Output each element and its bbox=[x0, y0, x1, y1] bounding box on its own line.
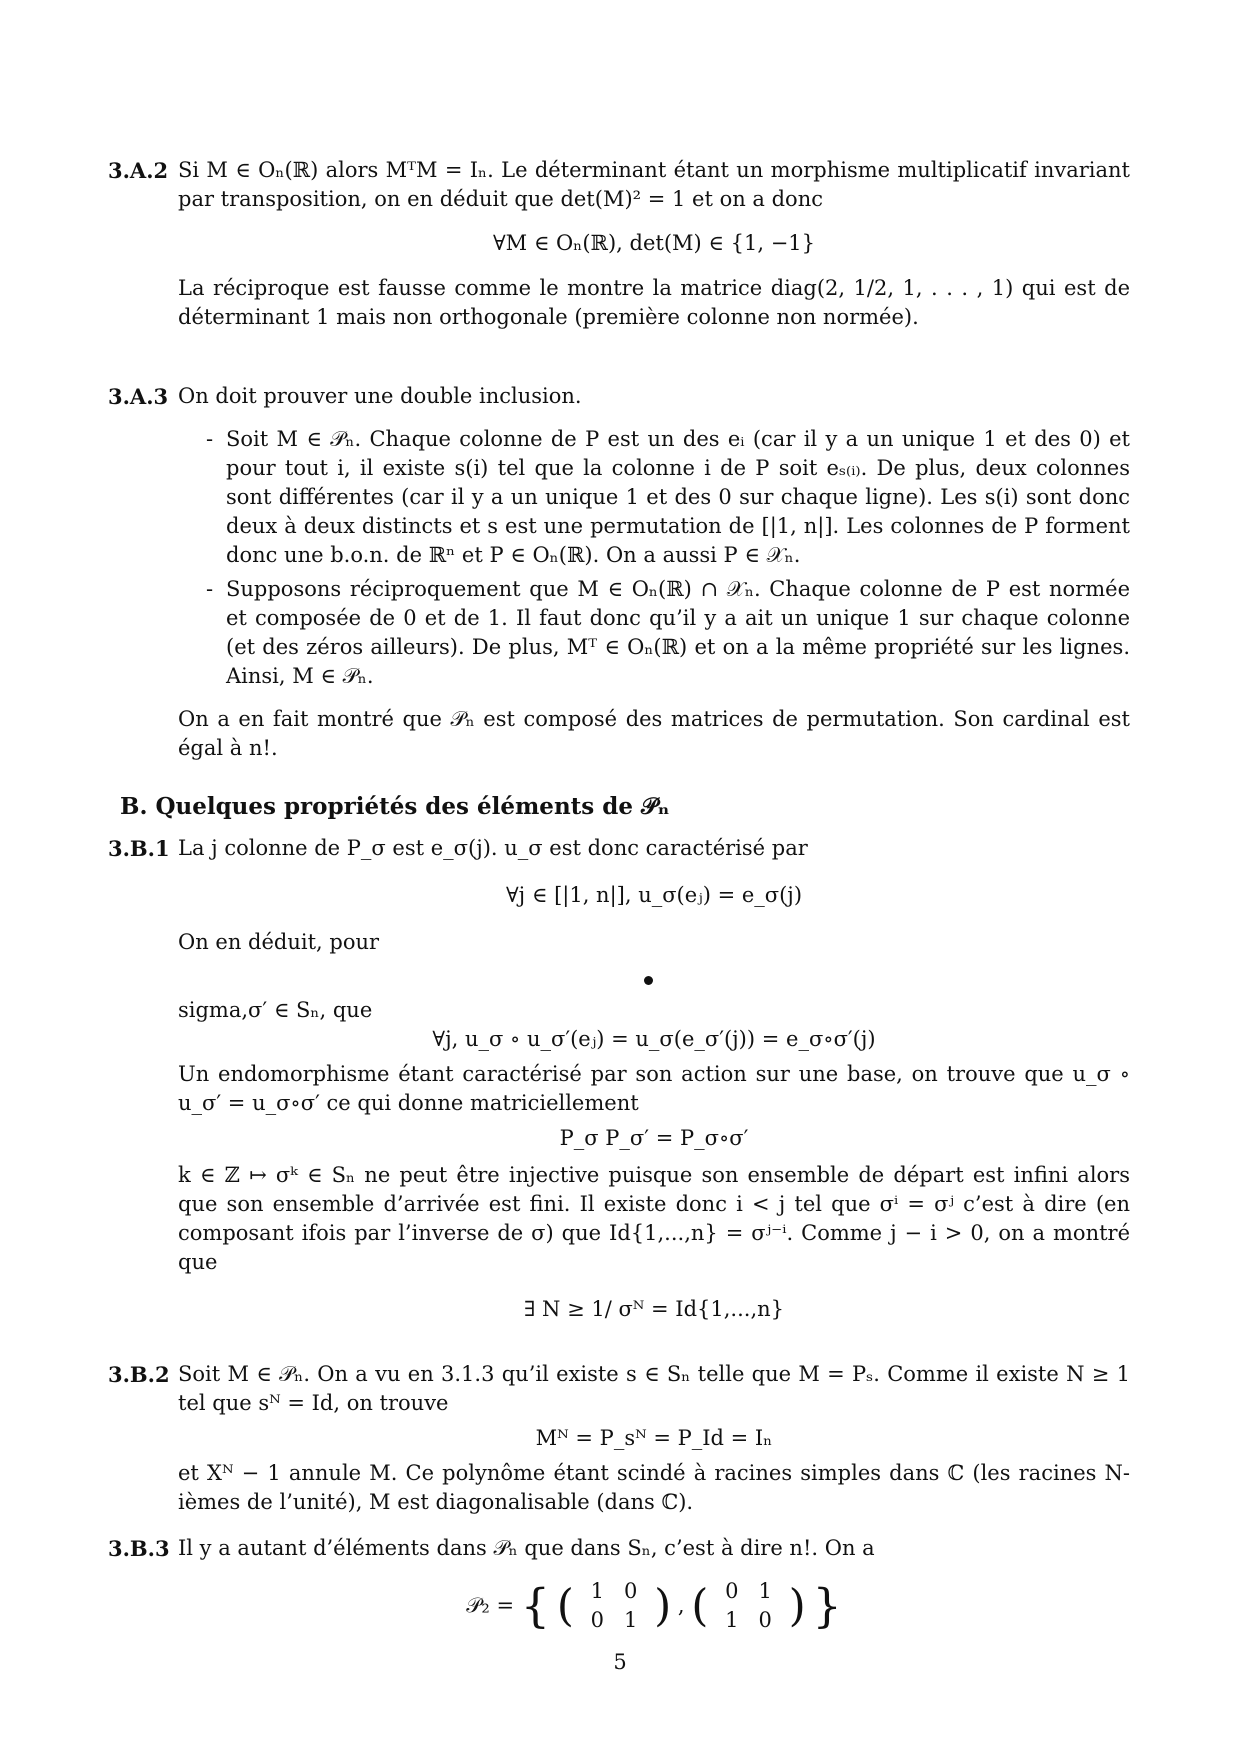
set-name: 𝒫₂ = bbox=[466, 1593, 515, 1618]
paragraph: sigma,σ′ ∈ Sₙ, que bbox=[178, 998, 373, 1022]
comma: , bbox=[677, 1593, 685, 1618]
matrix-cell: 0 bbox=[624, 1579, 638, 1603]
brace-left: { bbox=[520, 1578, 551, 1633]
item-label: 3.B.3 bbox=[108, 1536, 170, 1561]
paragraph: Il y a autant d’éléments dans 𝒫ₙ que dans Sₙ, c’est à dire n!. On a bbox=[178, 1536, 875, 1560]
list-item bbox=[178, 575, 1130, 691]
matrix-1 bbox=[581, 1577, 648, 1635]
matrix-cell: 0 bbox=[590, 1608, 604, 1632]
equation: Mᴺ = P_sᴺ = P_Id = Iₙ bbox=[535, 1426, 773, 1450]
matrix-cell: 1 bbox=[590, 1579, 604, 1603]
paragraph: On doit prouver une double inclusion. bbox=[178, 384, 582, 408]
item-3b1 bbox=[108, 834, 1130, 1324]
matrix-cell: 1 bbox=[725, 1608, 739, 1632]
paragraph: k ∈ ℤ ↦ σᵏ ∈ Sₙ ne peut être injective puisque son ensemble de départ est infini alors que son ensemble d’arrivée est fini. Il existe donc i < j tel que σⁱ = σʲ c’est à dire (en composant ifois par l’inverse de σ) que Id{1,...,n} = σʲ⁻ⁱ. Comme j − i > 0, on a montré que bbox=[178, 1163, 1130, 1274]
matrix-cell: 0 bbox=[725, 1579, 739, 1603]
list-item-text: Soit M ∈ 𝒫ₙ. Chaque colonne de P est un des eᵢ (car il y a un unique 1 et des 0) et pour tout i, il existe s(i) tel que la colonne i de P soit eₛ₍ᵢ₎. De plus, deux colonnes sont différentes (car il y a un unique 1 et des 0 sur chaque ligne). Les s(i) sont donc deux à deux distincts et s est une permutation de [|1, n|]. Les colonnes de P forment donc une b.o.n. de ℝⁿ et P ∈ Oₙ(ℝ). On a aussi P ∈ 𝒳ₙ. bbox=[226, 427, 1130, 567]
equation: ∃ N ≥ 1/ σᴺ = Id{1,...,n} bbox=[523, 1297, 785, 1321]
paren-right: ) bbox=[654, 1580, 672, 1632]
bullet-list bbox=[178, 425, 1130, 691]
item-label: 3.A.3 bbox=[108, 384, 169, 409]
list-item bbox=[178, 425, 1130, 570]
item-3a3 bbox=[108, 382, 1130, 763]
paragraph: Si M ∈ Oₙ(ℝ) alors MᵀM = Iₙ. Le déterminant étant un morphisme multiplicatif invariant par transposition, on en déduit que det(M)² = 1 et on a donc bbox=[178, 158, 1130, 211]
paragraph: La j colonne de P_σ est e_σ(j). u_σ est donc caractérisé par bbox=[178, 836, 808, 860]
section-heading: B. Quelques propriétés des éléments de 𝒫ₙ bbox=[120, 793, 670, 820]
paragraph: On a en fait montré que 𝒫ₙ est composé des matrices de permutation. Son cardinal est égal à n!. bbox=[178, 707, 1130, 760]
paragraph: et Xᴺ − 1 annule M. Ce polynôme étant scindé à racines simples dans ℂ (les racines N-ièmes de l’unité), M est diagonalisable (dans ℂ). bbox=[178, 1461, 1130, 1514]
equation: P_σ P_σ′ = P_σ∘σ′ bbox=[559, 1126, 749, 1150]
item-3b3 bbox=[108, 1534, 1130, 1635]
paragraph: On en déduit, pour bbox=[178, 930, 380, 954]
bullet-dot bbox=[644, 976, 653, 985]
matrix-cell: 1 bbox=[624, 1608, 638, 1632]
paren-left: ( bbox=[691, 1580, 709, 1632]
matrix-cell: 0 bbox=[758, 1608, 772, 1632]
brace-right: } bbox=[812, 1578, 842, 1633]
paragraph: Un endomorphisme étant caractérisé par son action sur une base, on trouve que u_σ ∘ u_σ′ = u_σ∘σ′ ce qui donne matriciellement bbox=[178, 1062, 1130, 1115]
item-3b2 bbox=[108, 1360, 1130, 1517]
list-item-text: Supposons réciproquement que M ∈ Oₙ(ℝ) ∩ 𝒳ₙ. Chaque colonne de P est normée et composée de 0 et de 1. Il faut donc qu’il y a ait un unique 1 sur chaque colonne (et des zéros ailleurs). De plus, Mᵀ ∈ Oₙ(ℝ) et on a la même propriété sur les lignes. Ainsi, M ∈ 𝒫ₙ. bbox=[226, 577, 1130, 688]
item-label: 3.A.2 bbox=[108, 158, 169, 183]
paren-right: ) bbox=[788, 1580, 806, 1632]
item-label: 3.B.1 bbox=[108, 836, 170, 861]
page-number: 5 bbox=[613, 1650, 627, 1674]
paragraph: La réciproque est fausse comme le montre la matrice diag(2, 1/2, 1, . . . , 1) qui est de déterminant 1 mais non orthogonale (première colonne non normée). bbox=[178, 276, 1130, 329]
equation: ∀j, u_σ ∘ u_σ′(eⱼ) = u_σ(e_σ′(j)) = e_σ∘σ′(j) bbox=[432, 1027, 876, 1051]
item-label: 3.B.2 bbox=[108, 1362, 170, 1387]
dash-marker: - bbox=[206, 577, 214, 601]
equation: ∀j ∈ [|1, n|], u_σ(eⱼ) = e_σ(j) bbox=[505, 883, 803, 907]
dash-marker: - bbox=[206, 427, 214, 451]
matrix-2 bbox=[715, 1577, 782, 1635]
matrix-set bbox=[178, 1577, 1130, 1635]
matrix-cell: 1 bbox=[758, 1579, 772, 1603]
equation: ∀M ∈ Oₙ(ℝ), det(M) ∈ {1, −1} bbox=[492, 231, 816, 255]
paragraph: Soit M ∈ 𝒫ₙ. On a vu en 3.1.3 qu’il existe s ∈ Sₙ telle que M = Pₛ. Comme il existe N ≥ 1 tel que sᴺ = Id, on trouve bbox=[178, 1362, 1130, 1415]
paren-left: ( bbox=[556, 1580, 574, 1632]
item-3a2 bbox=[108, 156, 1130, 332]
